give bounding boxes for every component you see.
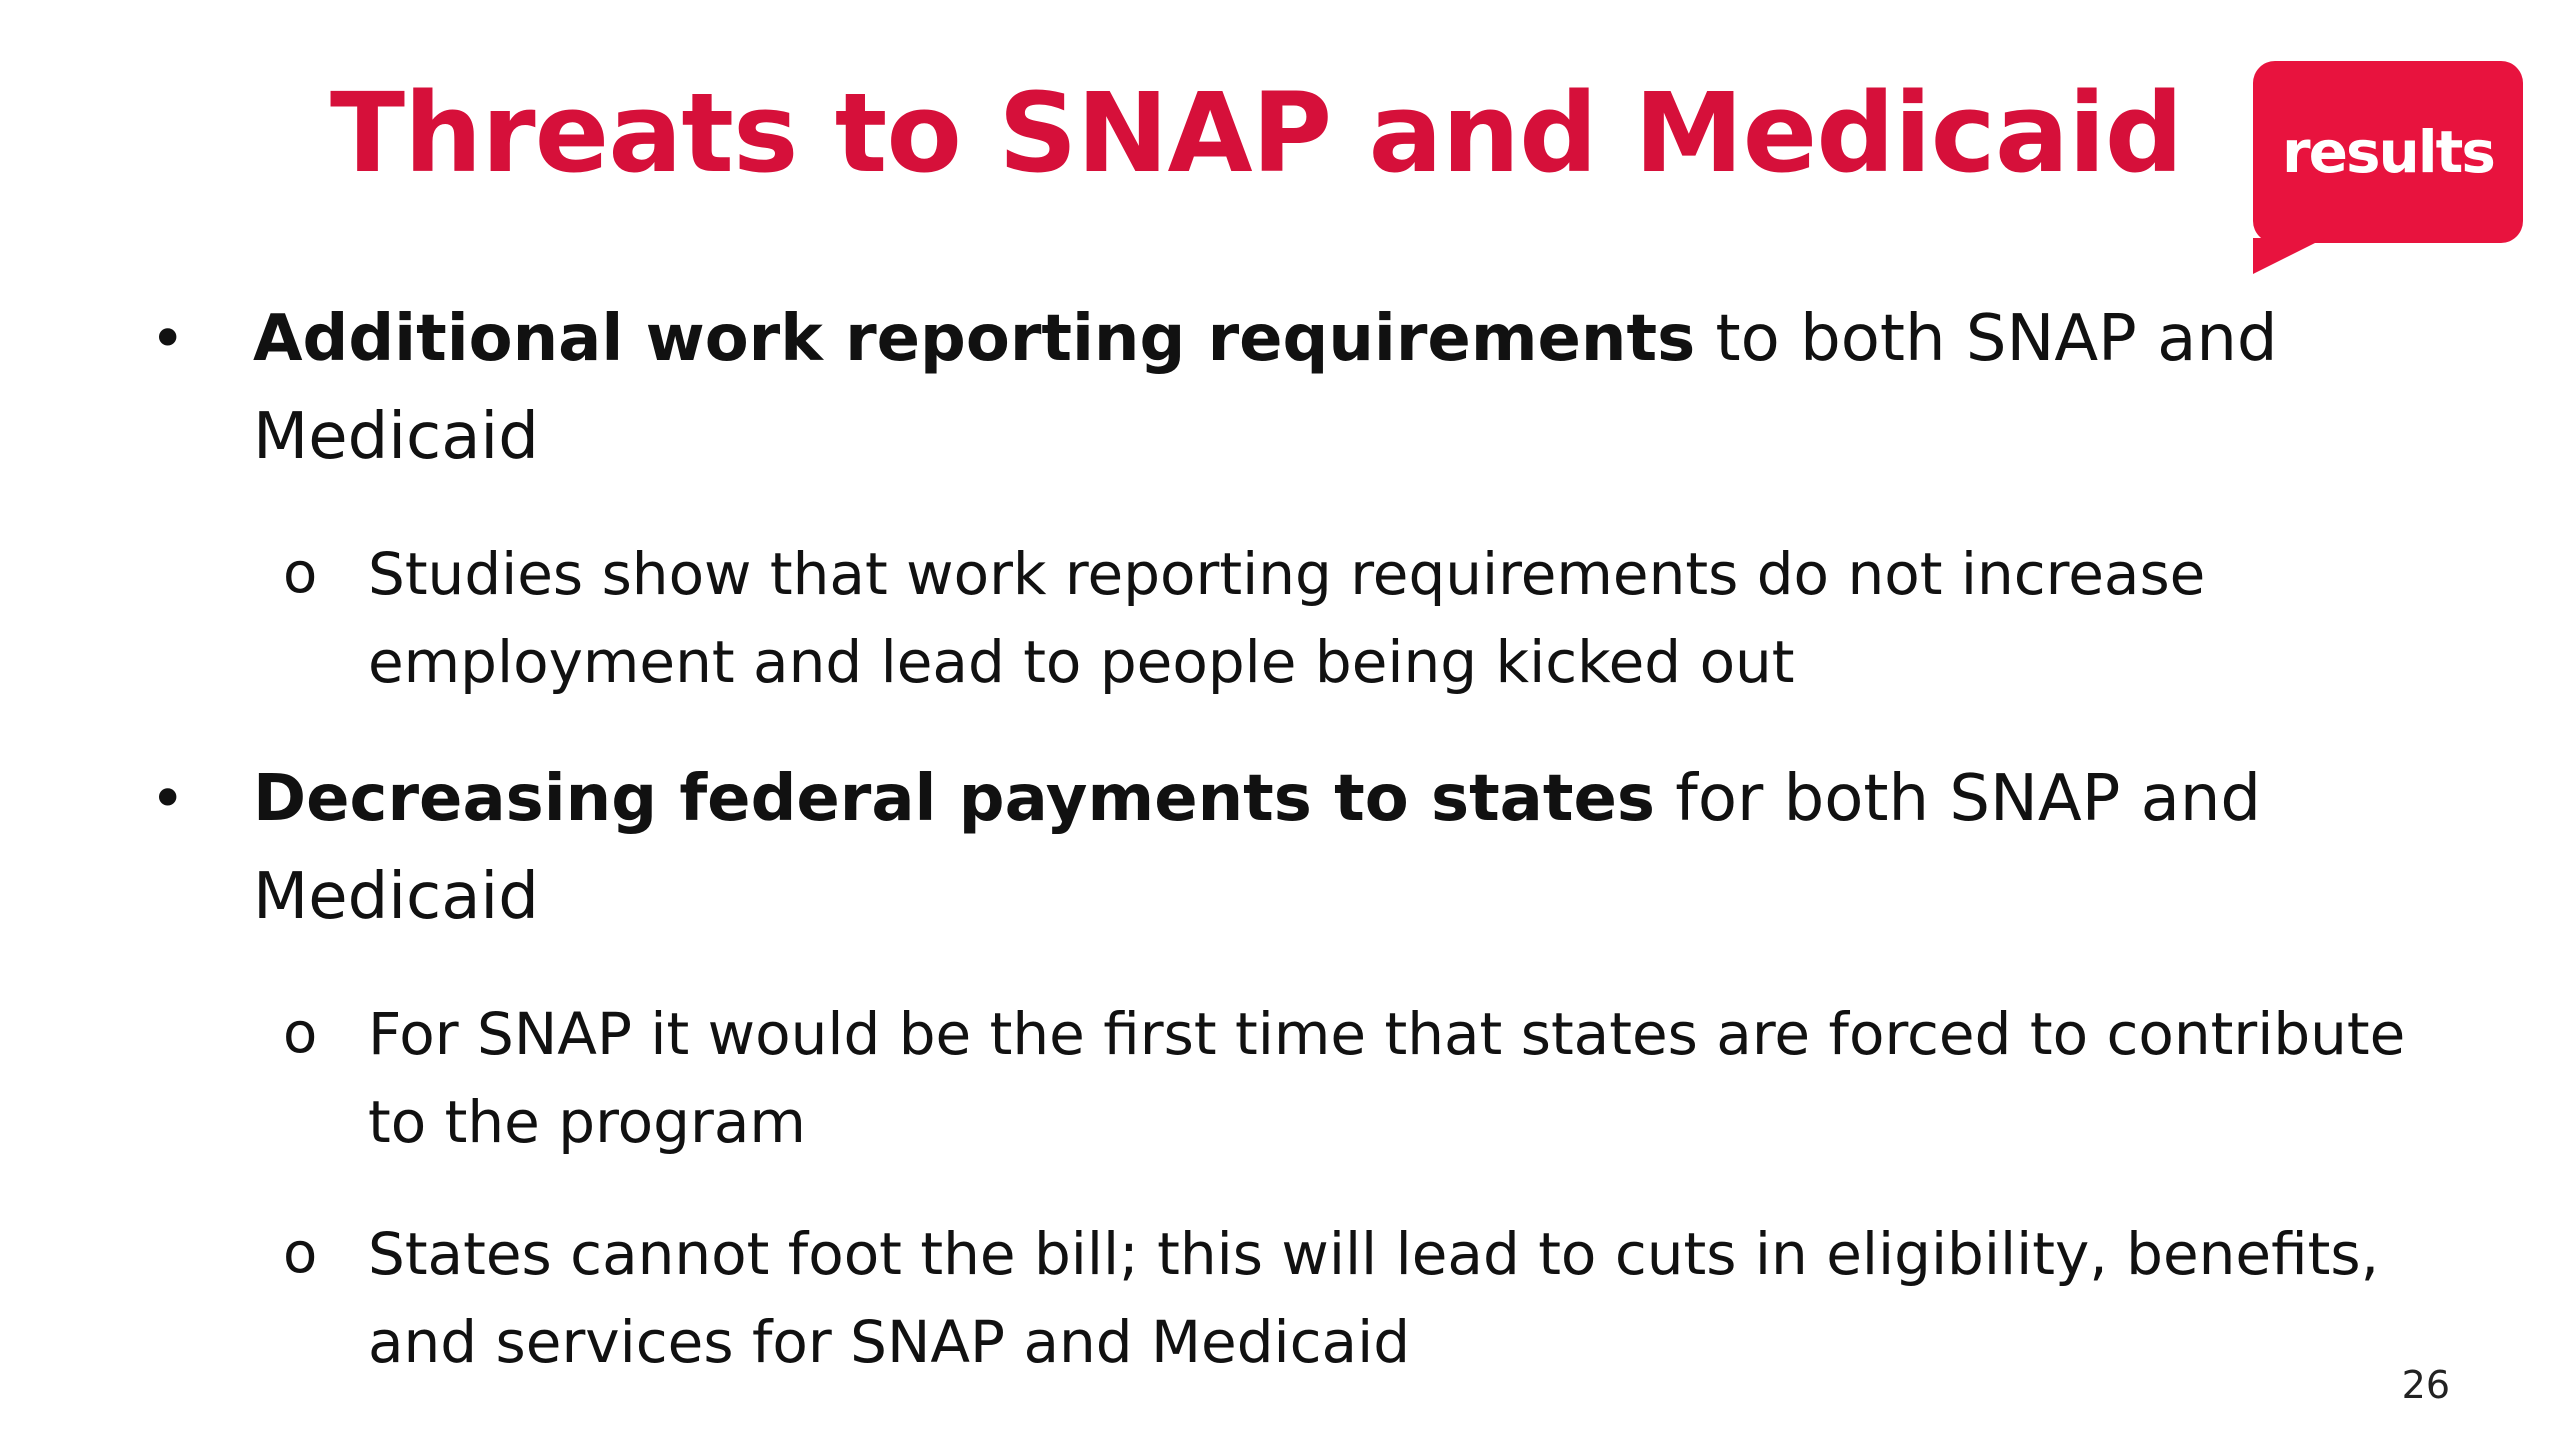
sub-item-text: States cannot foot the bill; this will lead to cuts in eligibility, benefits, and services for SNAP and Medicaid [368,1220,2380,1376]
bullet-rest-text: for both SNAP and Medicaid [253,762,2262,934]
bullet-marker: • [150,764,186,834]
logo-text: results [2282,118,2494,186]
bullet-bold-text: Decreasing federal payments to states [253,762,1655,836]
sub-item-text: Studies show that work reporting requirements do not increase employment and lead to people being kicked out [368,540,2206,696]
logo-speech-tail [2253,238,2325,274]
sub-item-text: For SNAP it would be the first time that states are forced to contribute to the program [368,1000,2406,1156]
page-number: 26 [2401,1363,2450,1407]
sub-item-snap-first-time [283,990,2433,1166]
bullet-marker: • [150,304,186,374]
bullet-rest-text: to both SNAP and Medicaid [253,302,2278,474]
results-logo [2253,61,2523,243]
sub-bullet-marker: o [283,1001,318,1066]
sub-bullet-marker: o [283,541,318,606]
bullet-bold-text: Additional work reporting requirements [253,302,1696,376]
bullet-item-federal-payments [150,750,2400,946]
slide-title: Threats to SNAP and Medicaid [330,69,2183,197]
sub-item-studies [283,530,2433,706]
sub-item-states-cannot-pay [283,1210,2433,1386]
sub-bullet-marker: o [283,1221,318,1286]
bullet-text [253,750,2400,946]
bullet-text [253,290,2400,486]
bullet-item-work-requirements [150,290,2400,486]
